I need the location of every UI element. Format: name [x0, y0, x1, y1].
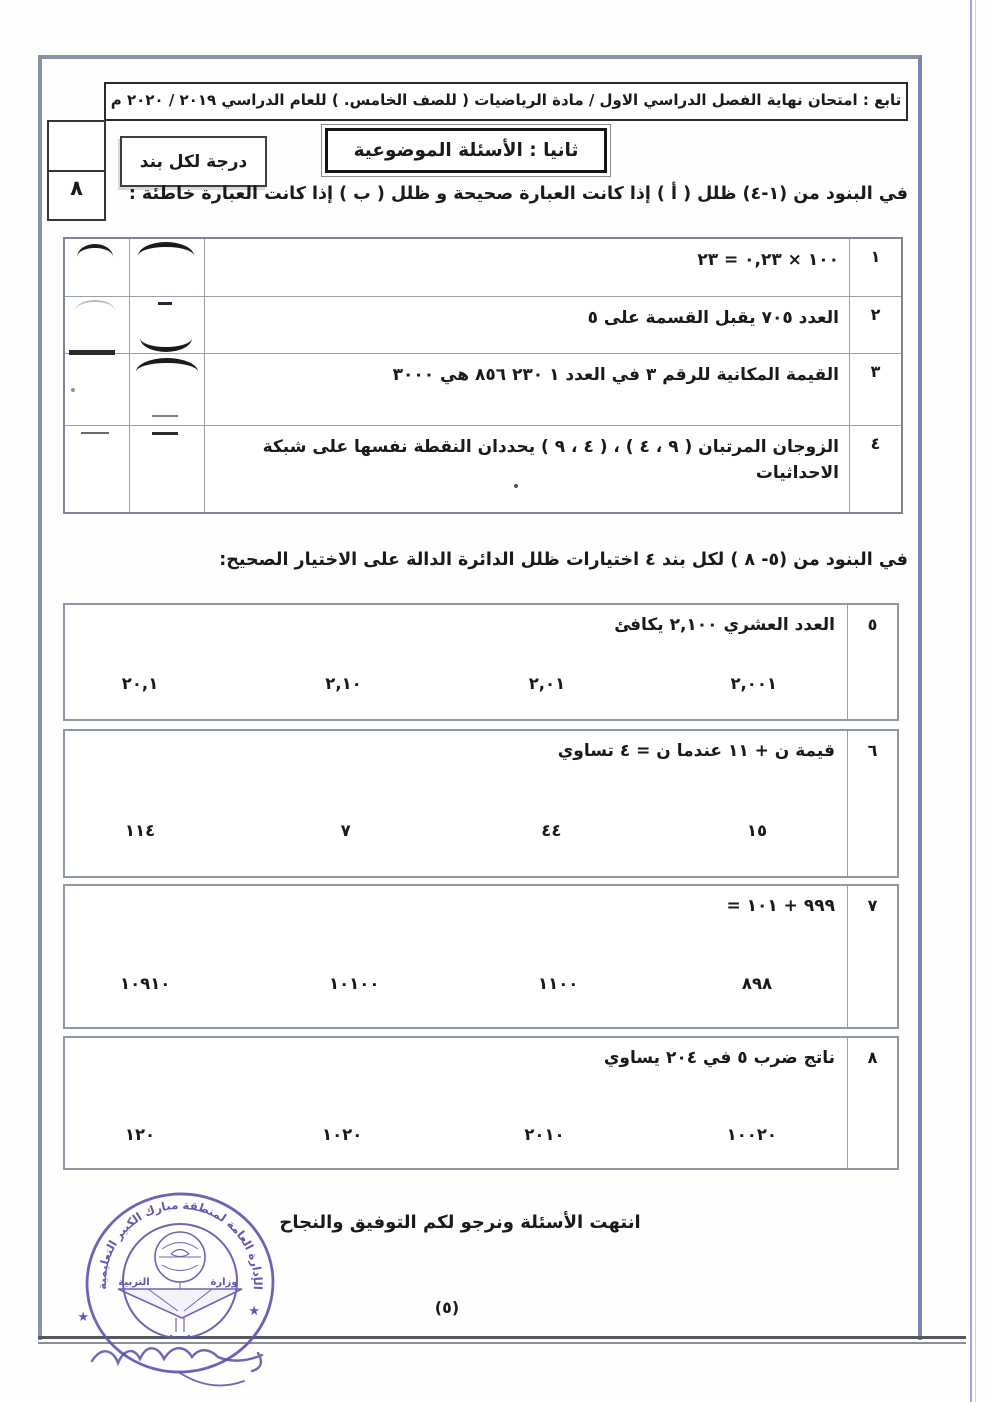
item-number: ٢	[849, 297, 901, 353]
item-number: ٥	[847, 605, 897, 719]
pen-mark	[75, 300, 115, 311]
answer-cell-a	[65, 297, 129, 353]
answer-cell-b	[129, 239, 204, 296]
answer-cell-a	[65, 239, 129, 296]
marks-box-empty-cell	[49, 122, 104, 172]
answer-cell-b	[129, 426, 204, 512]
marks-box	[47, 120, 106, 221]
section-title-box	[321, 124, 611, 177]
mc-item-body	[65, 1038, 847, 1168]
table-row	[65, 239, 901, 297]
exam-header	[104, 82, 908, 121]
option-value: ٢,٠٠١	[730, 674, 777, 693]
pen-mark	[152, 415, 178, 417]
multiple-choice-instruction: في البنود من (٥- ٨ ) لكل بند ٤ اختيارات ظلل الدائرة الدالة على الاختيار الصحيح:	[219, 550, 908, 570]
option-value: ٢٠١٠	[524, 1125, 565, 1144]
option-value: ١٠٠٢٠	[726, 1125, 777, 1144]
item-number: ٣	[849, 354, 901, 425]
page-number: (٥)	[434, 1298, 460, 1317]
item-number: ٧	[847, 886, 897, 1027]
pen-mark	[136, 358, 198, 372]
options-row	[65, 674, 847, 693]
closing-note: انتهت الأسئلة ونرجو لكم التوفيق والنجاح	[279, 1212, 641, 1233]
item-number: ١	[849, 239, 901, 296]
question-text: العدد العشري ٢,١٠٠ يكافئ	[614, 615, 835, 635]
stamp-rim-text: الإدارة العامة لمنطقة مبارك الكبير التعليمية	[94, 1197, 266, 1291]
true-false-table	[63, 237, 903, 514]
pen-mark	[138, 242, 194, 256]
mc-item-body	[65, 886, 847, 1027]
stamp-boat-icon	[118, 1289, 242, 1318]
stamp-ministry-word-left: التربية	[118, 1277, 150, 1288]
true-false-instruction: في البنود من (١-٤) ظلل ( أ ) إذا كانت العبارة صحيحة و ظلل ( ب ) إذا كانت العبارة خاطئة :	[128, 184, 908, 204]
answer-cell-a	[65, 426, 129, 512]
grade-per-item-label: درجة لكل بند	[139, 151, 248, 172]
pen-mark	[140, 338, 192, 352]
mc-item-body	[65, 731, 847, 876]
stamp-signature-flourish	[252, 1353, 261, 1371]
option-value: ١٠١٠٠	[329, 974, 380, 993]
option-value: ١٢٠	[124, 1125, 156, 1144]
question-text: ناتج ضرب ٥ في ٢٠٤ يساوي	[603, 1048, 835, 1068]
option-value: ١٠٩١٠	[120, 974, 171, 993]
question-text: ٩٩٩ + ١٠١ =	[726, 896, 835, 916]
item-statement-text: الزوجان المرتبان ( ٩ ، ٤ ) ، ( ٤ ، ٩ ) يحددان النقطة نفسها على شبكة الاحداثيات	[262, 437, 839, 484]
table-row	[65, 354, 901, 426]
option-value: ٧	[340, 821, 351, 840]
table-row	[65, 297, 901, 354]
mc-item-6	[63, 729, 899, 878]
stray-dot	[514, 484, 518, 488]
pen-mark	[152, 432, 178, 435]
option-value: ٨٩٨	[741, 974, 773, 993]
item-number: ٦	[847, 731, 897, 876]
official-stamp	[62, 1165, 312, 1402]
item-statement: العدد ٧٠٥ يقبل القسمة على ٥	[204, 297, 849, 353]
pen-mark	[158, 302, 172, 305]
stamp-star-left: ★	[77, 1310, 89, 1325]
option-value: ٢٠,١	[121, 674, 159, 693]
option-value: ٤٤	[541, 821, 562, 840]
pen-mark	[71, 388, 75, 392]
stamp-ministry-word-right: وزارة	[210, 1277, 238, 1288]
mc-item-8	[63, 1036, 899, 1170]
table-row	[65, 426, 901, 512]
option-value: ٢,٠١	[528, 674, 566, 693]
option-value: ١٠٢٠	[322, 1125, 363, 1144]
stamp-pedestal	[170, 1318, 190, 1338]
answer-cell-b	[129, 354, 204, 425]
pen-mark	[77, 244, 113, 257]
option-value: ١١٤	[124, 821, 156, 840]
answer-cell-a	[65, 354, 129, 425]
option-value: ٢,١٠	[325, 674, 362, 693]
options-row	[65, 974, 847, 993]
section-title: ثانيا : الأسئلة الموضوعية	[325, 128, 607, 173]
stamp-falcon-icon	[171, 1250, 189, 1257]
options-row	[65, 821, 847, 840]
total-marks-value: ٨	[70, 176, 83, 200]
option-value: ١٥	[746, 821, 768, 840]
grade-per-item-box	[120, 136, 267, 187]
stamp-signature-tail	[180, 1373, 244, 1386]
scan-edge-line-light	[975, 0, 976, 1402]
answer-cell-b	[129, 297, 204, 353]
mc-item-5	[63, 603, 899, 721]
item-statement	[204, 426, 849, 512]
item-statement: ١٠٠ × ٠,٢٣ = ٢٣	[204, 239, 849, 296]
stamp-star-right: ★	[248, 1304, 260, 1319]
item-number: ٨	[847, 1038, 897, 1168]
item-statement: القيمة المكانية للرقم ٣ في العدد ‪١ ٢٣٠ ٨٥٦‬ هي ٣٠٠٠	[204, 354, 849, 425]
exam-header-text: تابع : امتحان نهاية الفصل الدراسي الاول / مادة الرياضيات ( للصف الخامس. ) للعام الدراسي ٢٠١٩ / ٢٠٢٠ م	[110, 91, 902, 109]
mc-item-7	[63, 884, 899, 1029]
mc-item-body	[65, 605, 847, 719]
scan-edge-line	[970, 0, 972, 1402]
pen-mark	[81, 432, 109, 434]
item-number: ٤	[849, 426, 901, 512]
option-value: ١١٠٠	[538, 974, 579, 993]
options-row	[65, 1125, 847, 1144]
question-text: قيمة ن + ١١ عندما ن = ٤ تساوي	[557, 741, 835, 761]
